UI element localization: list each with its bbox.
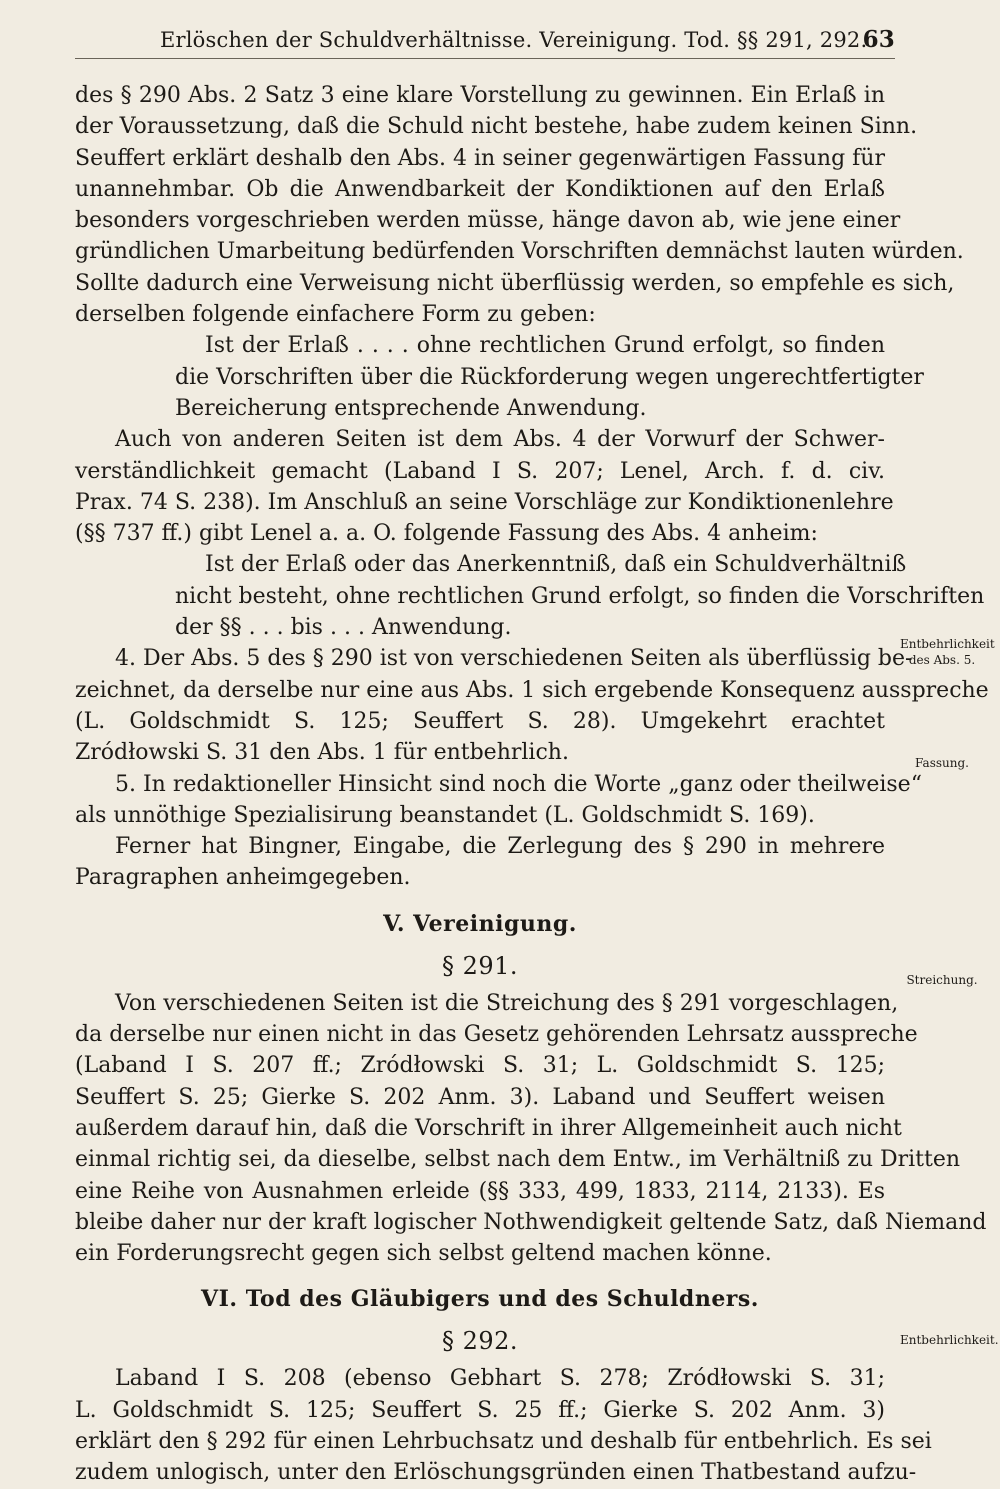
text-line: besonders vorgeschrieben werden müsse, hänge davon ab, wie jene einer <box>75 208 901 234</box>
text-line: Laband I S. 208 (ebenso Gebhart S. 278; Zródłowski S. 31; <box>115 1366 885 1392</box>
text-line: einmal richtig sei, da dieselbe, selbst nach dem Entw., im Verhältniß zu Dritten <box>75 1147 961 1173</box>
text-line: Zródłowski S. 31 den Abs. 1 für entbehrlich. <box>75 740 569 766</box>
margin-note: Entbehrlichkeit des Abs. 5. <box>900 637 995 667</box>
quoted-line: Ist der Erlaß oder das Anerkenntniß, daß ein Schuldverhältniß <box>205 552 907 578</box>
margin-note: Entbehrlichkeit. <box>900 1333 999 1347</box>
page-header <box>75 24 895 58</box>
margin-note: Streichung. <box>906 973 978 987</box>
text-line: zeichnet, da derselbe nur eine aus Abs. 1 sich ergebende Konsequenz ausspreche <box>75 677 989 703</box>
quoted-line: die Vorschriften über die Rückforderung wegen ungerechtfertigter <box>175 364 924 390</box>
text-line: gründlichen Umarbeitung bedürfenden Vorschriften demnächst lauten würden. <box>75 239 964 265</box>
text-line: unannehmbar. Ob die Anwendbarkeit der Kondiktionen auf den Erlaß <box>75 176 885 202</box>
text-line: bleibe daher nur der kraft logischer Nothwendigkeit geltende Satz, daß Niemand <box>75 1209 987 1235</box>
text-line: Seuffert S. 25; Gierke S. 202 Anm. 3). Laband und Seuffert weisen <box>75 1084 885 1110</box>
text-line: ein Forderungsrecht gegen sich selbst geltend machen könne. <box>75 1241 772 1267</box>
paragraph-heading: § 292. <box>441 1327 519 1356</box>
text-line: 4. Der Abs. 5 des § 290 ist von verschiedenen Seiten als überflüssig be- <box>115 646 913 672</box>
quoted-line: nicht besteht, ohne rechtlichen Grund erfolgt, so finden die Vorschriften <box>175 583 985 609</box>
text-line: (Laband I S. 207 ff.; Zródłowski S. 31; L. Goldschmidt S. 125; <box>75 1053 885 1079</box>
text-line: Prax. 74 S. 238). Im Anschluß an seine Vorschläge zur Kondiktionenlehre <box>75 489 894 515</box>
text-line: des § 290 Abs. 2 Satz 3 eine klare Vorstellung zu gewinnen. Ein Erlaß in <box>75 83 885 108</box>
header-rule <box>75 58 895 59</box>
text-line: als unnöthige Spezialisirung beanstandet (L. Goldschmidt S. 169). <box>75 802 815 828</box>
text-line: der Voraussetzung, daß die Schuld nicht bestehe, habe zudem keinen Sinn. <box>75 114 918 140</box>
quoted-line: der §§ . . . bis . . . Anwendung. <box>175 615 512 641</box>
text-line: eine Reihe von Ausnahmen erleide (§§ 333, 499, 1833, 2114, 2133). Es <box>75 1178 885 1204</box>
section-heading: V. Vereinigung. <box>383 910 577 937</box>
quoted-line: Bereicherung entsprechende Anwendung. <box>175 395 647 421</box>
text-line: da derselbe nur einen nicht in das Gesetz gehörenden Lehrsatz ausspreche <box>75 1022 918 1048</box>
section-heading: VI. Tod des Gläubigers und des Schuldners. <box>201 1286 759 1313</box>
margin-note: Fassung. <box>915 756 969 770</box>
text-line: Paragraphen anheimgegeben. <box>75 865 411 891</box>
text-line: 5. In redaktioneller Hinsicht sind noch die Worte „ganz oder theilweise“ <box>115 771 922 797</box>
text-line: Von verschiedenen Seiten ist die Streichung des § 291 vorgeschlagen, <box>115 990 899 1016</box>
text-line: außerdem darauf hin, daß die Vorschrift in ihrer Allgemeinheit auch nicht <box>75 1115 902 1141</box>
text-line: derselben folgende einfachere Form zu geben: <box>75 302 596 328</box>
text-line: (L. Goldschmidt S. 125; Seuffert S. 28). Umgekehrt erachtet <box>75 708 885 734</box>
paragraph-heading: § 291. <box>441 951 519 980</box>
text-line: (§§ 737 ff.) gibt Lenel a. a. O. folgende Fassung des Abs. 4 anheim: <box>75 521 818 547</box>
text-line: erklärt den § 292 für einen Lehrbuchsatz und deshalb für entbehrlich. Es sei <box>75 1428 932 1454</box>
page-number: 63 <box>862 26 895 53</box>
text-line: zudem unlogisch, unter den Erlöschungsgründen einen Thatbestand aufzu- <box>75 1460 917 1486</box>
text-line: Ferner hat Bingner, Eingabe, die Zerlegung des § 290 in mehrere <box>115 834 885 860</box>
text-line: Sollte dadurch eine Verweisung nicht überflüssig werden, so empfehle es sich, <box>75 270 955 296</box>
running-title: Erlöschen der Schuldverhältnisse. Vereinigung. Tod. §§ 291, 292. <box>160 28 868 52</box>
text-line: verständlichkeit gemacht (Laband I S. 207; Lenel, Arch. f. d. civ. <box>75 458 885 484</box>
text-line: Seuffert erklärt deshalb den Abs. 4 in seiner gegenwärtigen Fassung für <box>75 145 885 171</box>
text-line: Auch von anderen Seiten ist dem Abs. 4 der Vorwurf der Schwer- <box>115 427 885 453</box>
text-line: L. Goldschmidt S. 125; Seuffert S. 25 ff.; Gierke S. 202 Anm. 3) <box>75 1397 885 1423</box>
quoted-line: Ist der Erlaß . . . . ohne rechtlichen Grund erfolgt, so finden <box>205 333 885 359</box>
